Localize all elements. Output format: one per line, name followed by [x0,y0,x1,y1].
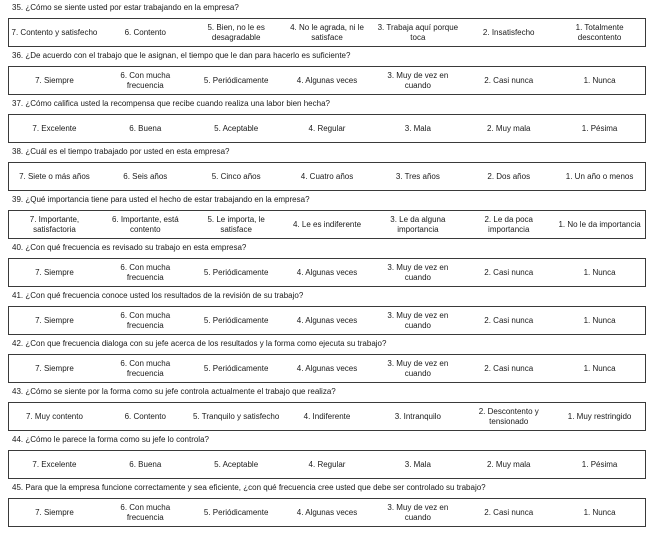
answer-options-row [8,402,646,431]
answer-option: 4. Algunas veces [296,315,358,325]
answer-option: 5. Aceptable [214,459,259,469]
question-text: 40. ¿Con qué frecuencia es revisado su trabajo en esta empresa? [12,243,247,252]
question-text: 39. ¿Qué importancia tiene para usted el hecho de estar trabajando en la empresa? [12,195,310,204]
answer-option: 2. Muy mala [486,459,531,469]
answer-option: 5. Periódicamente [203,363,269,373]
question-40 [0,243,650,287]
question-text: 38. ¿Cuál es el tiempo trabajado por usted en esta empresa? [12,147,230,156]
question-36 [0,51,650,95]
answer-option: 6. Buena [129,123,162,133]
answer-option: 4. Algunas veces [296,363,358,373]
answer-option: 2. Casi nunca [484,267,534,277]
answer-option: 7. Muy contento [25,411,83,421]
answer-option: 6. Seis años [123,171,168,181]
answer-option: 3. Intranquilo [394,411,441,421]
answer-option: 1. Pésima [581,123,618,133]
answer-options-row [8,114,646,143]
answer-options-row [8,210,646,239]
question-38 [0,147,650,191]
question-45 [0,483,650,527]
answer-option: 5. Tranquilo y satisfecho [193,411,280,421]
answer-option: 7. Siempre [35,315,74,325]
question-44 [0,435,650,479]
answer-options-row [8,66,646,95]
answer-option: 3. Muy de vez en cuando [387,262,449,282]
answer-option: 6. Buena [129,459,162,469]
question-41 [0,291,650,335]
answer-option: 3. Le da alguna importancia [390,214,446,234]
answer-option: 3. Mala [404,459,431,469]
answer-option: 4. Cuatro años [300,171,354,181]
answer-option: 5. Periódicamente [203,75,269,85]
answer-option: 4. Indiferente [303,411,351,421]
answer-option: 4. Le es indiferente [292,219,362,229]
answer-option: 7. Siete o más años [19,171,90,181]
question-text: 41. ¿Con qué frecuencia conoce usted los resultados de la revisión de su trabajo? [12,291,304,300]
answer-options-row [8,18,646,47]
answer-options-row [8,162,646,191]
question-text: 36. ¿De acuerdo con el trabajo que le asignan, el tiempo que le dan para hacerlo es suficiente? [12,51,351,60]
answer-option: 5. Periódicamente [203,315,269,325]
answer-option: 4. Algunas veces [296,75,358,85]
answer-option: 7. Siempre [35,267,74,277]
answer-option: 2. Descontento y tensionado [478,406,539,426]
answer-options-row [8,498,646,527]
question-text: 37. ¿Cómo califica usted la recompensa que recibe cuando realiza una labor bien hecha? [12,99,330,108]
question-text: 43. ¿Cómo se siente por la forma como su jefe controla actualmente el trabajo que realiza? [12,387,336,396]
question-text: 35. ¿Cómo se siente usted por estar trabajando en la empresa? [12,3,239,12]
answer-option: 6. Con mucha frecuencia [120,502,171,522]
answer-option: 2. Casi nunca [484,507,534,517]
answer-option: 1. Nunca [583,267,616,277]
answer-option: 5. Periódicamente [203,267,269,277]
answer-options-row [8,354,646,383]
answer-option: 7. Siempre [35,75,74,85]
answer-option: 6. Importante, está contento [111,214,179,234]
answer-option: 1. Muy restringido [567,411,632,421]
answer-option: 4. No le agrada, ni le satisface [290,22,364,42]
answer-option: 1. Nunca [583,75,616,85]
answer-option: 2. Le da poca importancia [484,214,533,234]
answer-option: 6. Con mucha frecuencia [120,358,171,378]
answer-option: 2. Muy mala [486,123,531,133]
answer-option: 6. Contento [124,411,166,421]
question-43 [0,387,650,431]
answer-option: 2. Casi nunca [484,315,534,325]
answer-option: 7. Siempre [35,363,74,373]
answer-option: 4. Algunas veces [296,267,358,277]
answer-option: 6. Con mucha frecuencia [120,310,171,330]
answer-option: 3. Muy de vez en cuando [387,310,449,330]
question-37 [0,99,650,143]
answer-option: 7. Excelente [32,123,77,133]
answer-option: 7. Excelente [32,459,77,469]
answer-option: 5. Periódicamente [203,507,269,517]
answer-option: 1. Nunca [583,315,616,325]
question-42 [0,339,650,383]
answer-option: 2. Casi nunca [484,75,534,85]
answer-option: 1. Pésima [581,459,618,469]
answer-option: 3. Muy de vez en cuando [387,70,449,90]
answer-option: 1. No le da importancia [558,219,641,229]
answer-option: 7. Siempre [35,507,74,517]
answer-option: 1. Nunca [583,363,616,373]
answer-option: 5. Le importa, le satisface [207,214,265,234]
answer-option: 3. Tres años [395,171,440,181]
answer-option: 1. Nunca [583,507,616,517]
answer-option: 5. Aceptable [214,123,259,133]
answer-option: 2. Insatisfecho [482,27,535,37]
answer-option: 2. Casi nunca [484,363,534,373]
answer-option: 3. Muy de vez en cuando [387,502,449,522]
answer-options-row [8,306,646,335]
answer-option: 1. Totalmente descontento [575,22,624,42]
answer-option: 5. Cinco años [211,171,261,181]
question-text: 42. ¿Con que frecuencia dialoga con su jefe acerca de los resultados y la forma como ejecuta su trabajo? [12,339,387,348]
answer-option: 5. Bien, no le es desagradable [207,22,265,42]
answer-option: 7. Importante, satisfactoria [29,214,80,234]
answer-option: 6. Contento [124,27,166,37]
answer-options-row [8,258,646,287]
answer-option: 6. Con mucha frecuencia [120,262,171,282]
answer-option: 6. Con mucha frecuencia [120,70,171,90]
answer-option: 3. Muy de vez en cuando [387,358,449,378]
answer-option: 4. Algunas veces [296,507,358,517]
question-text: 44. ¿Cómo le parece la forma como su jefe lo controla? [12,435,209,444]
answer-options-row [8,450,646,479]
answer-option: 7. Contento y satisfecho [11,27,98,37]
answer-option: 4. Regular [308,459,346,469]
question-text: 45. Para que la empresa funcione correctamente y sea eficiente, ¿con qué frecuencia cree usted que debe ser controlado su trabajo? [12,483,486,492]
answer-option: 4. Regular [308,123,346,133]
answer-option: 3. Mala [404,123,431,133]
answer-option: 3. Trabaja aquí porque toca [377,22,459,42]
question-35 [0,3,650,47]
question-39 [0,195,650,239]
answer-option: 1. Un año o menos [565,171,634,181]
answer-option: 2. Dos años [487,171,531,181]
